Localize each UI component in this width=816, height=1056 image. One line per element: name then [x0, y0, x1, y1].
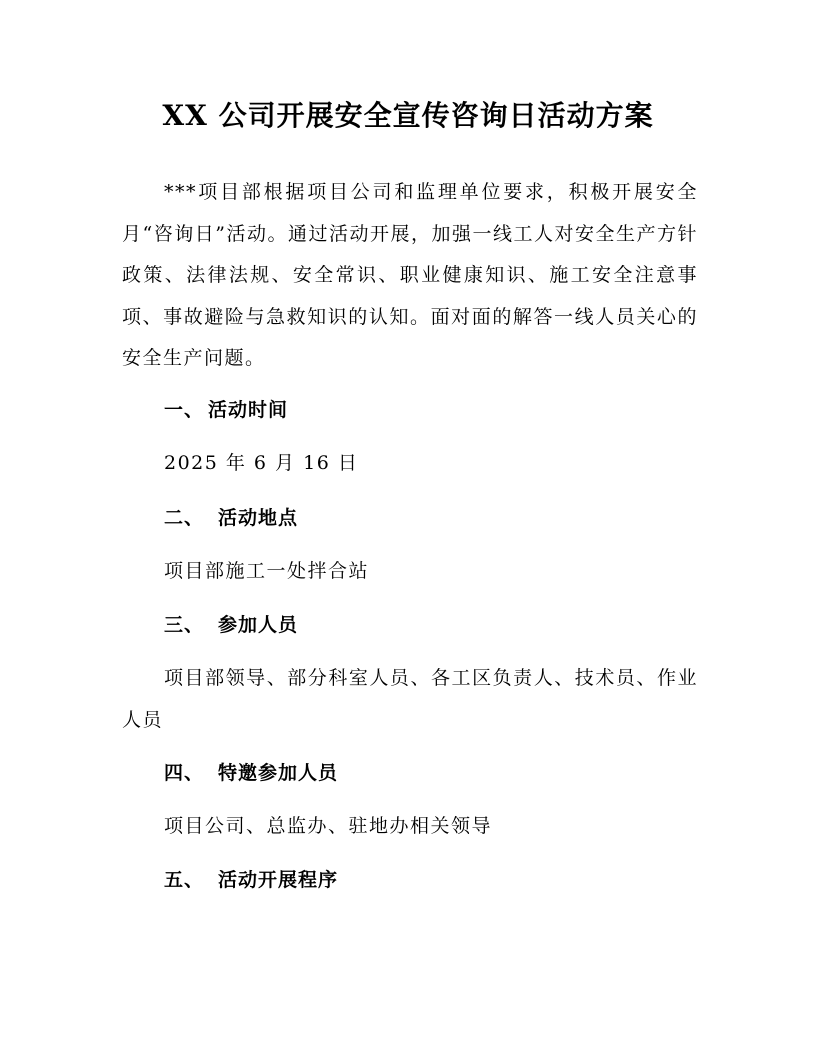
- section-heading-invited: [164, 758, 338, 788]
- section-title: 活动时间: [208, 399, 289, 421]
- section-heading-time: [164, 395, 288, 425]
- section-number: 五、: [164, 869, 205, 891]
- section-body-location: 项目部施工一处拌合站: [164, 560, 370, 582]
- section-heading-procedure: [164, 865, 338, 895]
- section-heading-participants: [164, 610, 298, 640]
- section-number: 二、: [164, 507, 205, 529]
- section-title: 活动地点: [218, 507, 299, 529]
- document-title: XX 公司开展安全宣传咨询日活动方案: [162, 99, 654, 132]
- section-body-time: 2025 年 6 月 16 日: [164, 452, 359, 474]
- section-title: 参加人员: [218, 614, 299, 636]
- section-number: 四、: [164, 762, 205, 784]
- section-number: 三、: [164, 614, 205, 636]
- section-heading-location: [164, 503, 298, 533]
- section-body-participants: 项目部领导、部分科室人员、各工区负责人、技术员、作业人员: [122, 667, 698, 731]
- intro-paragraph: ***项目部根据项目公司和监理单位要求，积极开展安全月“咨询日”活动。通过活动开展，加强一线工人对安全生产方针政策、法律法规、安全常识、职业健康知识、施工安全注意事项、事故避险与急救知识的认知。面对面的解答一线人员关心的安全生产问题。: [122, 181, 698, 369]
- section-body-invited: 项目公司、总监办、驻地办相关领导: [164, 815, 493, 837]
- section-title: 特邀参加人员: [218, 762, 339, 784]
- section-number: 一、: [164, 399, 205, 421]
- section-title: 活动开展程序: [218, 869, 339, 891]
